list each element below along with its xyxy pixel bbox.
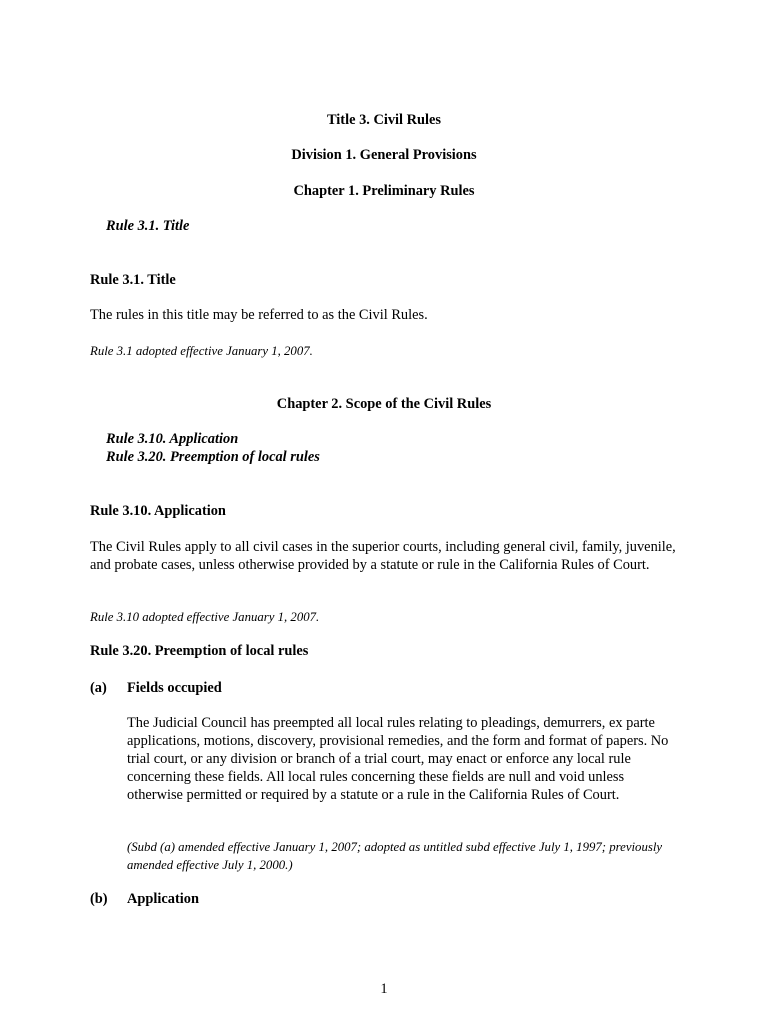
rule-3-20-heading: Rule 3.20. Preemption of local rules (90, 643, 309, 659)
toc-rule-3-20: Rule 3.20. Preemption of local rules (106, 449, 320, 465)
toc-rule-3-10: Rule 3.10. Application (106, 431, 239, 447)
rule-3-1-note: Rule 3.1 adopted effective January 1, 2007. (90, 344, 313, 358)
rule-3-1-heading: Rule 3.1. Title (90, 272, 176, 288)
rule-3-10-text: The Civil Rules apply to all civil cases in the superior courts, including general civil, family, juvenile, and probate cases, unless otherwise provided by a statute or rule in the California Rules of Court. (90, 539, 676, 573)
subdivision-a-note: (Subd (a) amended effective January 1, 2007; adopted as untitled subd effective July 1, 1997; previously amended effective July 1, 2000.) (127, 840, 663, 872)
chapter-2-heading: Chapter 2. Scope of the Civil Rules (276, 396, 492, 412)
subdivision-b-title: Application (127, 891, 199, 907)
subdivision-a-label: (a) (90, 680, 107, 696)
subdivision-b-label: (b) (90, 891, 108, 907)
subdivision-a-title: Fields occupied (127, 680, 222, 696)
subdivision-a-text: The Judicial Council has preempted all local rules relating to pleadings, demurrers, ex parte applications, motions, discovery, provisional remedies, and the form and format of papers. No trial court, or any division or branch of a trial court, may enact or enforce any local rule concerning these fields. All local rules concerning these fields are null and void unless otherwise permitted or required by a statute or a rule in the California Rules of Court. (127, 715, 669, 803)
title-heading: Title 3. Civil Rules (326, 112, 442, 128)
chapter-1-heading: Chapter 1. Preliminary Rules (293, 183, 475, 199)
division-heading: Division 1. General Provisions (291, 147, 477, 163)
toc-rule-3-1: Rule 3.1. Title (106, 218, 190, 234)
rule-3-10-heading: Rule 3.10. Application (90, 503, 226, 519)
rule-3-1-text: The rules in this title may be referred to as the Civil Rules. (90, 307, 428, 323)
page-number: 1 (380, 981, 388, 997)
rule-3-10-note: Rule 3.10 adopted effective January 1, 2007. (90, 610, 320, 624)
